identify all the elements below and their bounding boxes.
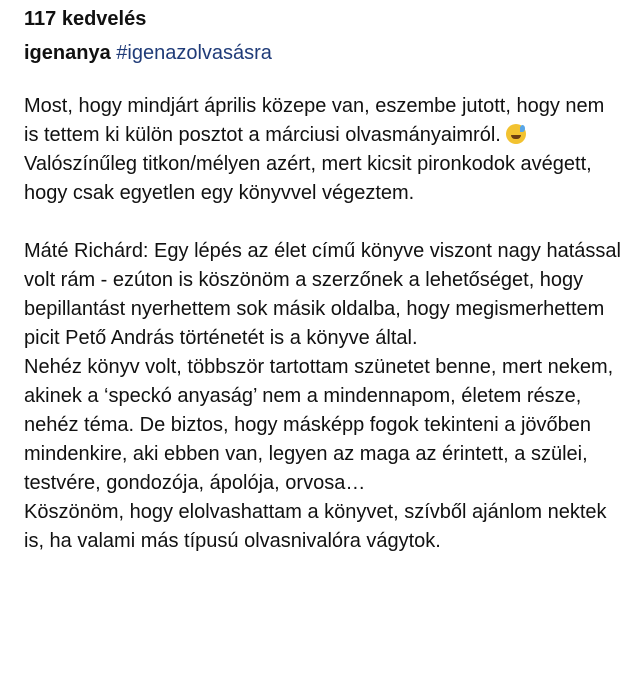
paragraph-text: Valószínűleg titkon/mélyen azért, mert kicsit pironkodok avégett, hogy csak egyetlen egy könyvvel végeztem. bbox=[24, 153, 592, 204]
hashtag-link[interactable]: #igenazolvasásra bbox=[116, 42, 272, 64]
caption-paragraph-2: Máté Richárd: Egy lépés az élet című könyve viszont nagy hatással volt rám - ezúton is köszönöm a szerzőnek a lehetőséget, hogy bepillantást nyerhettem sok másik oldalba, hogy megismerhettem picit Pető András történetét is a könyve által. bbox=[24, 240, 621, 349]
caption-header bbox=[24, 38, 622, 68]
caption-body bbox=[24, 92, 622, 556]
caption-paragraph-1 bbox=[24, 92, 622, 208]
username-link[interactable]: igenanya bbox=[24, 42, 111, 64]
caption-paragraph-3: Nehéz könyv volt, többször tartottam szünetet benne, mert nekem, akinek a ‘speckó anyaság’ nem a mindennapom, életem része, nehéz téma. De biztos, hogy másképp fogok tekinteni a jövőben mindenkire, aki ebben van, legyen az maga az érintett, a szülei, testvére, gondozója, ápolója, orvosa… bbox=[24, 356, 614, 494]
sweat-smile-emoji-icon bbox=[506, 124, 526, 144]
caption-paragraph-4: Köszönöm, hogy elolvashattam a könyvet, szívből ajánlom nektek is, ha valami más típusú olvasnivalóra vágytok. bbox=[24, 501, 607, 552]
likes-count[interactable]: 117 kedvelés bbox=[24, 8, 147, 30]
paragraph-text: Most, hogy mindjárt április közepe van, eszembe jutott, hogy nem is tettem ki külön posztot a márciusi olvasmányaimról. bbox=[24, 95, 605, 146]
